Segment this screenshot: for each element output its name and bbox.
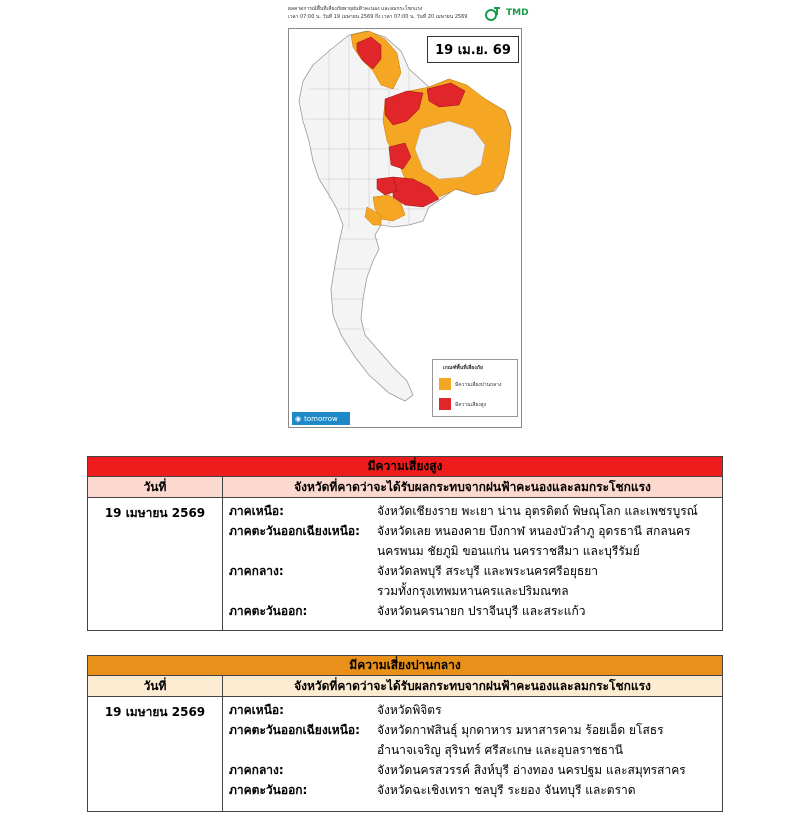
legend-swatch-high <box>439 398 451 410</box>
medium-risk-region-east: ภาคตะวันออก: จังหวัดฉะเชิงเทรา ชลบุรี ระยอง จันทบุรี และตราด <box>229 783 636 797</box>
tomorrow-label: tomorrow <box>304 414 338 423</box>
agency-logo-icon <box>484 5 502 23</box>
legend-swatch-moderate <box>439 378 451 390</box>
map-legend <box>432 359 518 417</box>
medium-risk-col-provinces: จังหวัดที่คาดว่าจะได้รับผลกระทบจากฝนฟ้าคะนองและลมกระโชกแรง <box>223 676 723 697</box>
map-header <box>288 2 529 28</box>
medium-risk-title: มีความเสี่ยงปานกลาง <box>88 656 723 676</box>
medium-risk-region-northeast: ภาคตะวันออกเฉียงเหนือ: จังหวัดกาฬสินธุ์ มุกดาหาร มหาสารคาม ร้อยเอ็ด ยโสธร อำนาจเจริญ สุรินทร์ ศรีสะเกษ และอุบลราชธานี <box>229 723 664 757</box>
map-header-title: ผลคาดการณ์พื้นที่เสี่ยงภัยพายุฝนฟ้าคะนอง และลมกระโชกแรง <box>288 6 423 12</box>
legend-label-moderate: มีความเสี่ยงปานกลาง <box>455 382 502 388</box>
map-header-period: เวลา 07:00 น. วันที่ 19 เมษายน 2569 ถึง เวลา 07:00 น. วันที่ 20 เมษายน 2569 <box>288 14 468 20</box>
high-risk-region-central: ภาคกลาง: จังหวัดลพบุรี สระบุรี และพระนครศรีอยุธยา รวมทั้งกรุงเทพมหานครและปริมณฑล <box>229 564 598 598</box>
high-risk-region-north: ภาคเหนือ: จังหวัดเชียงราย พะเยา น่าน อุตรดิตถ์ พิษณุโลก และเพชรบูรณ์ <box>229 504 698 518</box>
legend-label-high: มีความเสี่ยงสูง <box>455 402 487 408</box>
high-risk-date: 19 เมษายน 2569 <box>88 498 223 631</box>
thailand-risk-map <box>288 28 522 428</box>
high-risk-title: มีความเสี่ยงสูง <box>88 457 723 477</box>
medium-risk-col-date: วันที่ <box>88 676 223 697</box>
tomorrow-brand <box>292 412 350 425</box>
high-risk-table <box>87 456 723 631</box>
medium-risk-region-central: ภาคกลาง: จังหวัดนครสวรรค์ สิงห์บุรี อ่างทอง นครปฐม และสมุทรสาคร <box>229 763 686 777</box>
risk-map-panel <box>284 0 529 430</box>
medium-risk-table <box>87 655 723 812</box>
high-risk-col-provinces: จังหวัดที่คาดว่าจะได้รับผลกระทบจากฝนฟ้าคะนองและลมกระโชกแรง <box>223 477 723 498</box>
high-risk-regions <box>223 498 723 631</box>
tomorrow-logo-icon: ◉ <box>295 414 302 423</box>
high-risk-region-northeast: ภาคตะวันออกเฉียงเหนือ: จังหวัดเลย หนองคาย บึงกาฬ หนองบัวลำภู อุดรธานี สกลนคร นครพนม ชัยภูมิ ขอนแก่น นครราชสีมา และบุรีรัมย์ <box>229 524 691 558</box>
high-risk-region-east: ภาคตะวันออก: จังหวัดนครนายก ปราจีนบุรี และสระแก้ว <box>229 604 586 618</box>
medium-risk-region-north: ภาคเหนือ: จังหวัดพิจิตร <box>229 703 442 717</box>
map-date-badge: 19 เม.ย. 69 <box>427 36 519 63</box>
high-risk-col-date: วันที่ <box>88 477 223 498</box>
medium-risk-regions <box>223 697 723 812</box>
legend-title: เกณฑ์พื้นที่เสี่ยงภัย <box>443 365 483 371</box>
tmd-logo: TMD <box>506 8 529 18</box>
medium-risk-date: 19 เมษายน 2569 <box>88 697 223 812</box>
